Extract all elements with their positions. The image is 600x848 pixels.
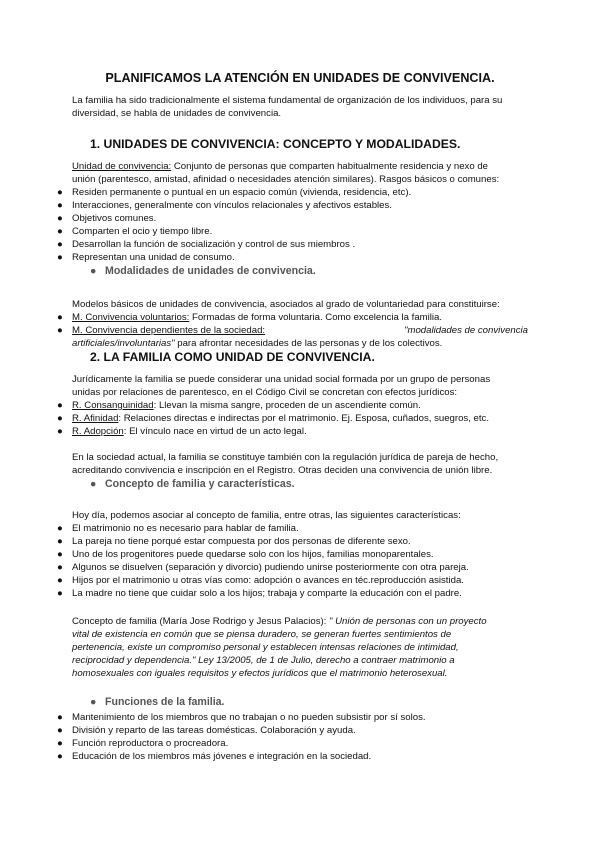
bullet-icon: ● [57, 426, 63, 437]
paragraph-line: unidas por relaciones de parentesco, en el Código Civil se concretan con efectos jurídicos: [72, 387, 458, 398]
list-item: ● La pareja no tiene porqué estar compuesta por dos personas de diferente sexo. [57, 536, 411, 547]
bullet-icon: ● [57, 536, 63, 547]
bullet-icon: ● [90, 265, 97, 277]
list-item: ● El matrimonio no es necesario para hablar de familia. [57, 523, 299, 534]
bullet-icon: ● [57, 725, 63, 736]
bullet-icon: ● [57, 413, 63, 424]
list-item: ● Función reproductora o procreadora. [57, 738, 229, 749]
document-title: PLANIFICAMOS LA ATENCIÓN EN UNIDADES DE CONVIVENCIA. [105, 71, 495, 85]
bullet-icon: ● [57, 588, 63, 599]
bullet-icon: ● [57, 187, 63, 198]
paragraph-line: En la sociedad actual, la familia se constituye también con la regulación jurídica de pareja de hecho, [72, 452, 499, 463]
bullet-icon: ● [57, 712, 63, 723]
models-intro: Modelos básicos de unidades de convivencia, asociados al grado de voluntariedad para constituirse: [72, 299, 500, 310]
list-item: ● R. Consanguinidad: Llevan la misma sangre, proceden de un ascendiente común. [57, 400, 421, 411]
list-item: ● Comparten el ocio y tiempo libre. [57, 226, 213, 237]
bullet-icon: ● [57, 562, 63, 573]
section-2-heading: 2. LA FAMILIA COMO UNIDAD DE CONVIVENCIA. [90, 350, 375, 364]
bullet-icon: ● [90, 696, 97, 708]
bullet-icon: ● [57, 325, 63, 336]
bullet-icon: ● [57, 549, 63, 560]
characteristics-intro: Hoy día, podemos asociar al concepto de familia, entre otras, las siguientes características: [72, 510, 461, 521]
intro-line-1: La familia ha sido tradicionalmente el sistema fundamental de organización de los individuos, para su [72, 95, 503, 106]
definition-text: Conjunto de personas que comparten habitualmente residencia y nexo de [171, 161, 489, 172]
bullet-icon: ● [57, 751, 63, 762]
subheading-funciones: ● Funciones de la familia. [90, 696, 225, 708]
bullet-icon: ● [57, 213, 63, 224]
bullet-icon: ● [57, 252, 63, 263]
list-item: ● Representan una unidad de consumo. [57, 252, 235, 263]
list-item: ● Uno de los progenitores puede quedarse solo con los hijos, familias monoparentales. [57, 549, 434, 560]
list-item: ● Hijos por el matrimonio u otras vías como: adopción o avances en téc.reproducción asistida. [57, 575, 464, 586]
list-item: ● M. Convivencia dependientes de la sociedad: "modalidades de convivencia [57, 325, 528, 336]
bullet-icon: ● [57, 312, 63, 323]
list-item: ● R. Adopción: El vínculo nace en virtud de un acto legal. [57, 426, 307, 437]
list-item: ● M. Convivencia voluntarios: Formadas de forma voluntaria. Como excelencia la familia. [57, 312, 443, 323]
definition-term: Unidad de convivencia: [72, 161, 172, 172]
list-item: ● Educación de los miembros más jóvenes e integración en la sociedad. [57, 751, 372, 762]
paragraph-line: Jurídicamente la familia se puede considerar una unidad social formada por un grupo de personas [72, 374, 491, 385]
bullet-icon: ● [57, 226, 63, 237]
definition-line-2: unión (parentesco, amistad, afinidad o necesidades atención similares). Rasgos básicos o comunes: [72, 174, 500, 185]
list-item: ● Residen permanente o puntual en un espacio común (vivienda, residencia, etc). [57, 187, 412, 198]
subheading-concepto: ● Concepto de familia y características. [90, 478, 295, 490]
bullet-icon: ● [57, 400, 63, 411]
list-item: ● Objetivos comunes. [57, 213, 157, 224]
list-item-continuation: artificiales/involuntarias" para afrontar necesidades de las personas y de los colectivos. [72, 338, 443, 349]
bullet-icon: ● [57, 200, 63, 211]
bullet-icon: ● [57, 738, 63, 749]
concept-line-3: pertenencia, existe un compromiso personal y establecen intensas relaciones de intimidad, [72, 642, 459, 653]
list-item: ● Desarrollan la función de socialización y control de sus miembros . [57, 239, 356, 250]
list-item: ● Mantenimiento de los miembros que no trabajan o no pueden subsistir por sí solos. [57, 712, 426, 723]
intro-line-2: diversidad, se habla de unidades de convivencia. [72, 108, 282, 119]
definition-line-1 [72, 160, 528, 173]
bullet-icon: ● [57, 523, 63, 534]
bullet-icon: ● [57, 239, 63, 250]
list-item: ● Algunos se disuelven (separación y divorcio) pudiendo unirse posteriormente con otra pareja. [57, 562, 469, 573]
concept-line-4: reciprocidad y dependencia." Ley 13/2005, de 1 de Julio, derecho a contraer matrimonio a [72, 655, 455, 666]
list-item: ● Interacciones, generalmente con vínculos relacionales y afectivos estables. [57, 200, 392, 211]
subheading-modalidades: ● Modalidades de unidades de convivencia. [90, 265, 316, 277]
concept-line-1: Concepto de familia (María Jose Rodrigo y Jesus Palacios): " Unión de personas con un proyecto [72, 616, 487, 627]
list-item: ● R. Afinidad: Relaciones directas e indirectas por el matrimonio. Ej. Esposa, cuñados, suegros, etc. [57, 413, 490, 424]
bullet-icon: ● [90, 478, 97, 490]
concept-line-2: vital de existencia en común que se piensa duradero, se generan fuertes sentimientos de [72, 629, 452, 640]
concept-line-5: homosexuales con iguales requisitos y efectos jurídicos que el matrimonio heterosexual. [72, 668, 448, 679]
list-item: ● División y reparto de las tareas domésticas. Colaboración y ayuda. [57, 725, 356, 736]
bullet-icon: ● [57, 575, 63, 586]
section-1-heading: 1. UNIDADES DE CONVIVENCIA: CONCEPTO Y MODALIDADES. [90, 137, 461, 151]
list-item: ● La madre no tiene que cuidar solo a los hijos; trabaja y comparte la educación con el padre. [57, 588, 462, 599]
paragraph-line: acreditando convivencia e inscripción en el Registro. Otras deciden una convivencia de unión libre. [72, 465, 493, 476]
